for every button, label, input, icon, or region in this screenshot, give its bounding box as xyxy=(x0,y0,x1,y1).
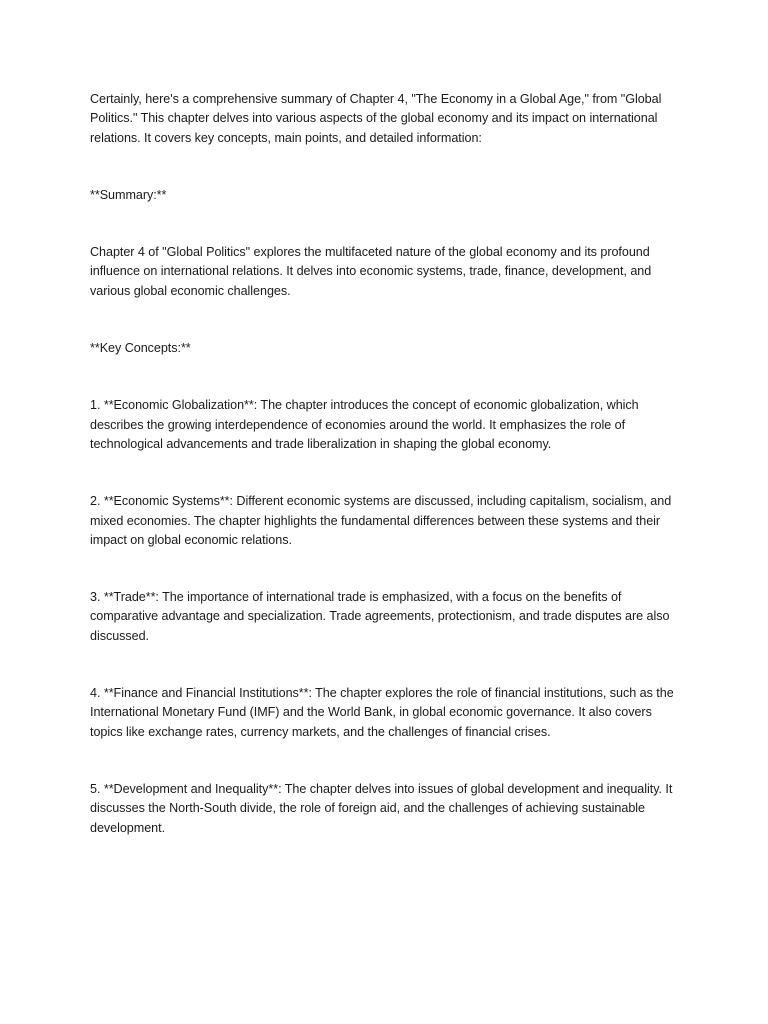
key-concepts-heading: **Key Concepts:** xyxy=(90,341,191,356)
intro-paragraph: Certainly, here's a comprehensive summary of Chapter 4, "The Economy in a Global Age," from "Global Politics." This chapter delves into various aspects of the global economy and its impact on international relations. It covers key concepts, main points, and detailed information: xyxy=(90,92,662,145)
spacer xyxy=(90,550,680,588)
document-page xyxy=(90,90,680,838)
spacer xyxy=(90,646,680,684)
concept-item-development: 5. **Development and Inequality**: The chapter delves into issues of global development and inequality. It discusses the North-South divide, the role of foreign aid, and the challenges of achieving sustainable development. xyxy=(90,781,673,835)
spacer xyxy=(90,454,680,492)
concept-item-trade: 3. **Trade**: The importance of international trade is emphasized, with a focus on the benefits of comparative advantage and specialization. Trade agreements, protectionism, and trade disputes are also discussed. xyxy=(90,590,670,643)
spacer xyxy=(90,148,680,186)
spacer xyxy=(90,742,680,780)
summary-heading: **Summary:** xyxy=(90,187,167,202)
spacer xyxy=(90,205,680,243)
summary-paragraph: Chapter 4 of "Global Politics" explores the multifaceted nature of the global economy and its profound influence on international relations. It delves into economic systems, trade, finance, development, and various global economic challenges. xyxy=(90,245,652,298)
concept-item-economic-globalization: 1. **Economic Globalization**: The chapter introduces the concept of economic globalization, which describes the growing interdependence of economies around the world. It emphasizes the role of technological advancements and trade liberalization in shaping the global economy. xyxy=(90,398,639,451)
spacer xyxy=(90,358,680,396)
concept-item-finance: 4. **Finance and Financial Institutions**: The chapter explores the role of financial institutions, such as the International Monetary Fund (IMF) and the World Bank, in global economic governance. It also covers topics like exchange rates, currency markets, and the challenges of financial crises. xyxy=(90,686,674,739)
concept-item-economic-systems: 2. **Economic Systems**: Different economic systems are discussed, including capitalism, socialism, and mixed economies. The chapter highlights the fundamental differences between these systems and their impact on global economic relations. xyxy=(90,494,672,547)
spacer xyxy=(90,301,680,339)
